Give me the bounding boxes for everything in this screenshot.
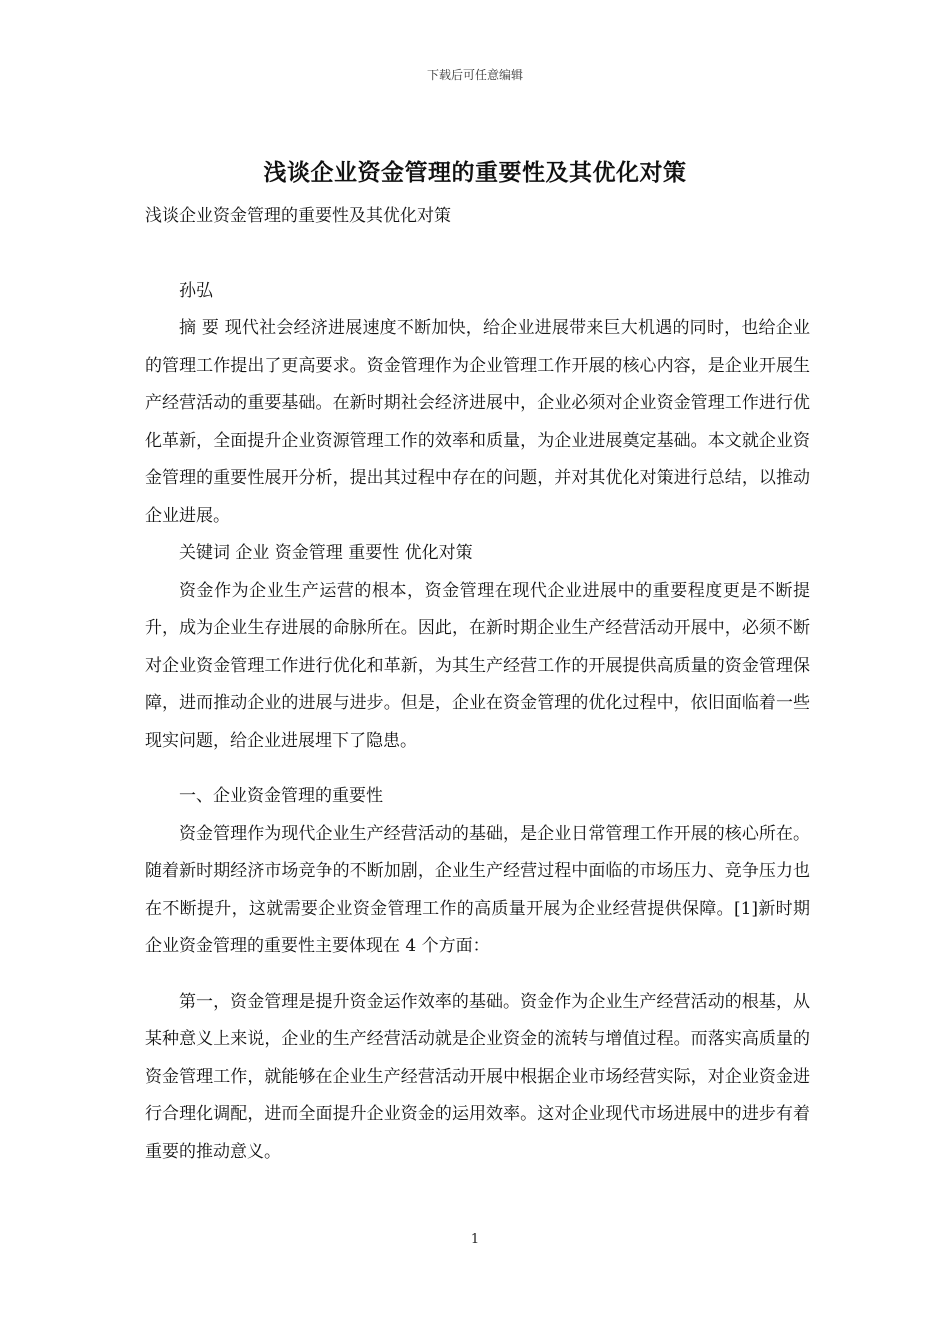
abstract-paragraph: 摘 要 现代社会经济进展速度不断加快，给企业进展带来巨大机遇的同时，也给企业的管理工作提出了更高要求。资金管理作为企业管理工作开展的核心内容，是企业开展生产经营活动的重要基础。在新时期社会经济进展中，企业必须对企业资金管理工作进行优化革新，全面提升企业资源管理工作的效率和质量，为企业进展奠定基础。本文就企业资金管理的重要性展开分析，提出其过程中存在的问题，并对其优化对策进行总结，以推动企业进展。 <box>145 318 810 526</box>
document-title: 浅谈企业资金管理的重要性及其优化对策 <box>263 159 687 186</box>
section-heading: 一、企业资金管理的重要性 <box>179 786 383 806</box>
section-paragraph: 资金管理作为现代企业生产经营活动的基础，是企业日常管理工作开展的核心所在。随着新时期经济市场竞争的不断加剧，企业生产经营过程中面临的市场压力、竞争压力也在不断提升，这就需要企业资金管理工作的高质量开展为企业经营提供保障。[1]新时期企业资金管理的重要性主要体现在 4 个方面： <box>145 823 810 956</box>
header-note: 下载后可任意编辑 <box>426 68 523 82</box>
intro-paragraph: 资金作为企业生产运营的根本，资金管理在现代企业进展中的重要程度更是不断提升，成为企业生存进展的命脉所在。因此，在新时期企业生产经营活动开展中，必须不断对企业资金管理工作进行优化和革新，为其生产经营工作的开展提供高质量的资金管理保障，进而推动企业的进展与进步。但是，企业在资金管理的优化过程中，依旧面临着一些现实问题，给企业进展埋下了隐患。 <box>145 580 810 751</box>
document-subtitle: 浅谈企业资金管理的重要性及其优化对策 <box>145 206 451 226</box>
document-body <box>145 198 810 1171</box>
section-paragraph-first-point: 第一，资金管理是提升资金运作效率的基础。资金作为企业生产经营活动的根基，从某种意义上来说，企业的生产经营活动就是企业资金的流转与增值过程。而落实高质量的资金管理工作，就能够在企业生产经营活动开展中根据企业市场经营实际，对企业资金进行合理化调配，进而全面提升企业资金的运用效率。这对企业现代市场进展中的进步有着重要的推动意义。 <box>145 991 810 1162</box>
keywords-line: 关键词 企业 资金管理 重要性 优化对策 <box>179 543 473 563</box>
page-number: 1 <box>470 1232 480 1247</box>
author-name: 孙弘 <box>179 280 213 301</box>
